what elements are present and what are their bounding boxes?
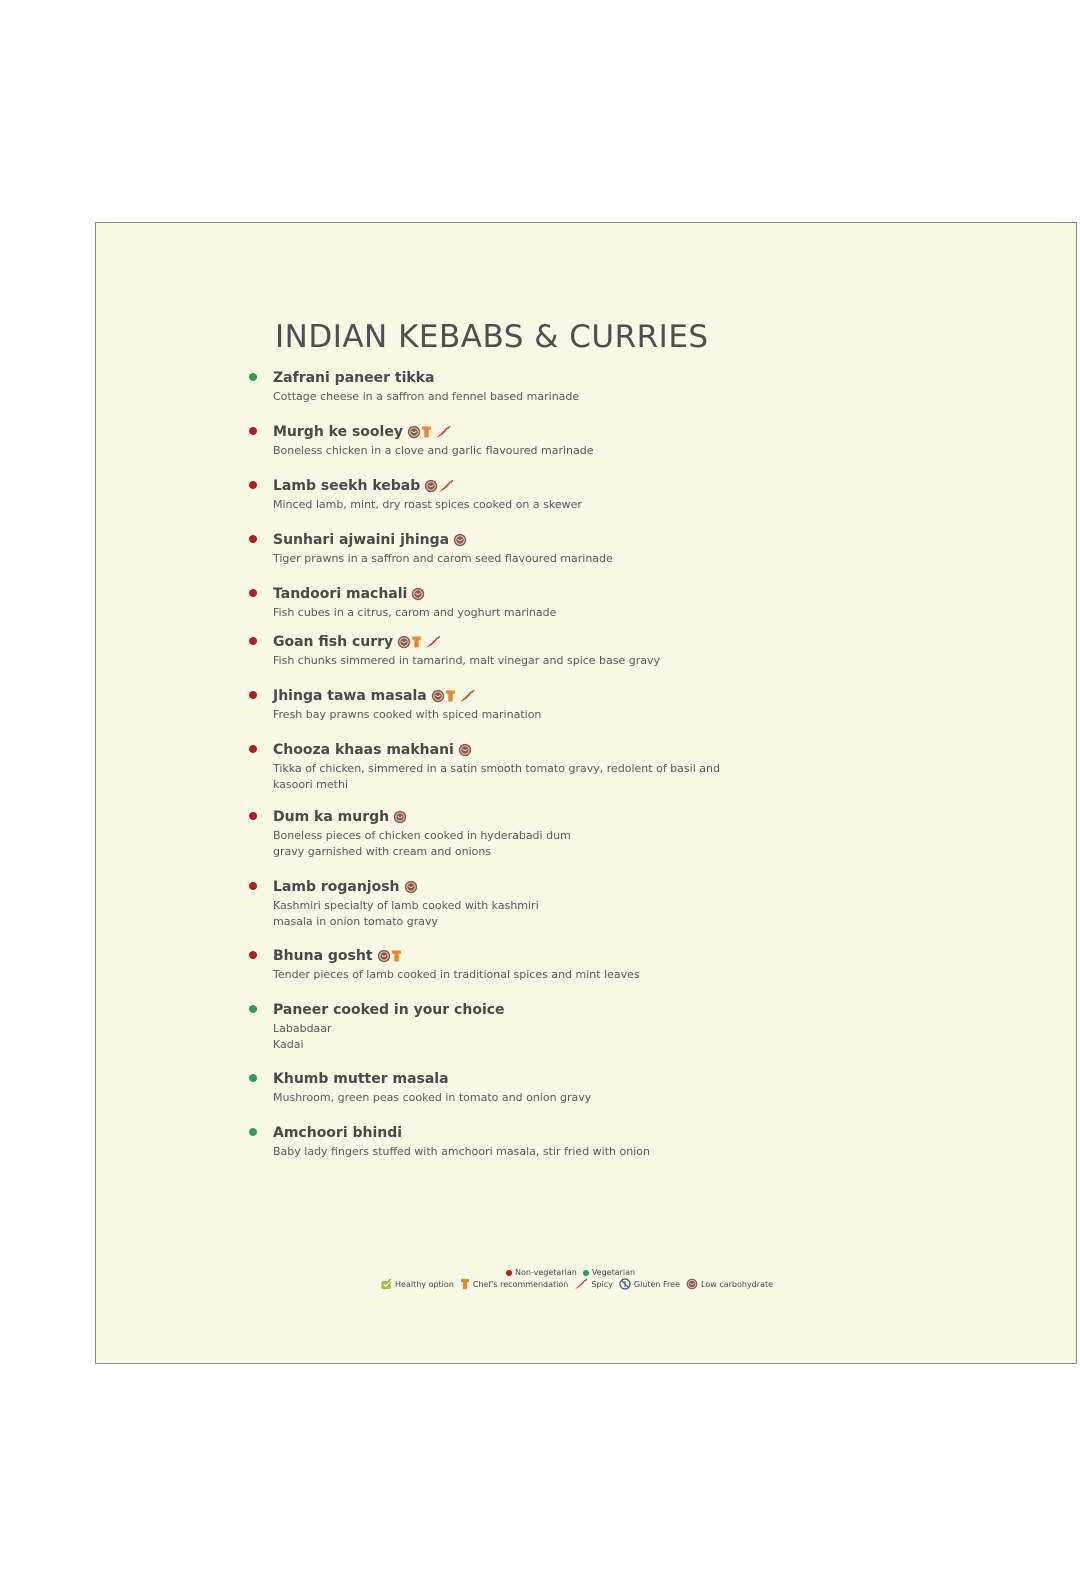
menu-item-description <box>273 707 541 723</box>
description-line: Boneless chicken in a clove and garlic flavoured marinade <box>273 444 594 457</box>
non-veg-dot-icon <box>506 1270 512 1276</box>
menu-item-description <box>273 605 556 621</box>
legend-gluten-free-label: Gluten Free <box>633 1279 681 1289</box>
spicy-icon <box>574 1278 588 1290</box>
legend-chef <box>460 1278 569 1290</box>
chef-recommendation-icon <box>445 689 459 703</box>
veg-dot-icon <box>249 1005 257 1013</box>
veg-dot-icon <box>249 1128 257 1136</box>
menu-item-title: Goan fish curry <box>273 634 394 650</box>
menu-item-description <box>273 443 594 459</box>
description-line: Lababdaar <box>273 1022 332 1035</box>
description-line: Kashmiri specialty of lamb cooked with kashmiri <box>273 899 539 912</box>
non-veg-dot-icon <box>249 637 257 645</box>
legend-low-carb-label: Low carbohydrate <box>701 1279 774 1289</box>
low-carb-icon <box>431 689 445 703</box>
menu-item-title: Zafrani paneer tikka <box>273 370 435 386</box>
legend-gluten-free <box>619 1278 680 1290</box>
menu-item-description <box>273 1090 591 1106</box>
non-veg-dot-icon <box>249 812 257 820</box>
menu-item-name <box>273 370 438 386</box>
menu-item-title: Lamb seekh kebab <box>273 478 421 494</box>
description-line: Mushroom, green peas cooked in tomato and onion gravy <box>273 1091 592 1104</box>
menu-item-name <box>273 688 473 704</box>
menu-item-title: Sunhari ajwaini jhinga <box>273 532 450 548</box>
description-line: kasoori methi <box>273 778 349 791</box>
spicy-icon <box>435 425 449 439</box>
non-veg-dot-icon <box>249 882 257 890</box>
menu-item-name <box>273 586 425 602</box>
menu-item-title: Khumb mutter masala <box>273 1071 449 1087</box>
legend-spicy <box>574 1278 613 1290</box>
veg-dot-icon <box>583 1270 589 1276</box>
low-carb-icon <box>397 635 411 649</box>
description-line: Fresh bay prawns cooked with spiced marination <box>273 708 542 721</box>
description-line: Kadai <box>273 1038 304 1051</box>
menu-item-name <box>273 948 405 964</box>
legend-healthy <box>381 1279 454 1290</box>
description-line: Tender pieces of lamb cooked in traditional spices and mint leaves <box>273 968 640 981</box>
legend-chef-label: Chef's recommendation <box>472 1279 569 1289</box>
menu-item-name <box>273 634 439 650</box>
menu-item-title: Bhuna gosht <box>273 948 373 964</box>
gluten-free-icon <box>619 1278 631 1290</box>
menu-item-title: Jhinga tawa masala <box>273 688 427 704</box>
menu-item-name <box>273 424 449 440</box>
veg-dot-icon <box>249 1074 257 1082</box>
chef-recommendation-icon <box>411 635 425 649</box>
description-line: masala in onion tomato gravy <box>273 915 439 928</box>
spicy-icon <box>459 689 473 703</box>
menu-item-name <box>273 742 472 758</box>
description-line: Tiger prawns in a saffron and carom seed flavoured marinade <box>273 552 613 565</box>
low-carb-icon <box>407 425 421 439</box>
low-carb-icon <box>686 1278 698 1290</box>
non-veg-dot-icon <box>249 427 257 435</box>
menu-item-title: Lamb roganjosh <box>273 879 400 895</box>
menu-item-description <box>273 1144 650 1160</box>
chef-recommendation-icon <box>391 949 405 963</box>
non-veg-dot-icon <box>249 481 257 489</box>
healthy-option-icon <box>381 1279 392 1290</box>
description-line: Tikka of chicken, simmered in a satin smooth tomato gravy, redolent of basil and <box>273 762 720 775</box>
menu-item-name <box>273 879 418 895</box>
spicy-icon <box>425 635 439 649</box>
non-veg-dot-icon <box>249 745 257 753</box>
menu-item-title: Murgh ke sooley <box>273 424 403 440</box>
menu-item-title: Paneer cooked in your choice <box>273 1002 505 1018</box>
menu-item-description <box>273 1021 332 1053</box>
description-line: Cottage cheese in a saffron and fennel based marinade <box>273 390 580 403</box>
menu-item-description <box>273 551 613 567</box>
menu-item-description <box>273 653 660 669</box>
non-veg-dot-icon <box>249 951 257 959</box>
menu-item-description <box>273 828 571 860</box>
legend-healthy-label: Healthy option <box>395 1279 454 1289</box>
menu-item-name <box>273 809 407 825</box>
menu-item-description <box>273 761 720 793</box>
legend-non-veg-label: Non-vegetarian <box>515 1268 577 1277</box>
veg-dot-icon <box>249 373 257 381</box>
menu-item-description <box>273 898 539 930</box>
menu-item-description <box>273 497 582 513</box>
non-veg-dot-icon <box>249 589 257 597</box>
legend-veg <box>583 1268 635 1277</box>
legend-low-carb <box>686 1278 773 1290</box>
legend-spicy-label: Spicy <box>591 1279 613 1289</box>
non-veg-dot-icon <box>249 691 257 699</box>
menu-item-title: Chooza khaas makhani <box>273 742 454 758</box>
low-carb-icon <box>453 533 467 547</box>
chef-recommendation-icon <box>421 425 435 439</box>
description-line: Minced lamb, mint, dry roast spices cooked on a skewer <box>273 498 582 511</box>
menu-title: INDIAN KEBABS & CURRIES <box>275 319 709 355</box>
menu-item-name <box>273 478 452 494</box>
low-carb-icon <box>393 810 407 824</box>
menu-item-title: Tandoori machali <box>273 586 408 602</box>
menu-item-name <box>273 1002 509 1018</box>
description-line: Fish cubes in a citrus, carom and yoghurt marinade <box>273 606 557 619</box>
legend <box>381 1268 801 1298</box>
menu-item-name <box>273 1071 453 1087</box>
low-carb-icon <box>377 949 391 963</box>
menu-card <box>95 222 1077 1364</box>
legend-veg-label: Vegetarian <box>591 1268 636 1277</box>
legend-non-veg <box>506 1268 577 1277</box>
menu-item-name <box>273 1125 406 1141</box>
spicy-icon <box>438 479 452 493</box>
description-line: Fish chunks simmered in tamarind, malt vinegar and spice base gravy <box>273 654 661 667</box>
low-carb-icon <box>424 479 438 493</box>
low-carb-icon <box>404 880 418 894</box>
menu-item-title: Amchoori bhindi <box>273 1125 403 1141</box>
description-line: gravy garnished with cream and onions <box>273 845 492 858</box>
description-line: Baby lady fingers stuffed with amchoori masala, stir fried with onion <box>273 1145 650 1158</box>
menu-item-title: Dum ka murgh <box>273 809 390 825</box>
low-carb-icon <box>411 587 425 601</box>
low-carb-icon <box>458 743 472 757</box>
non-veg-dot-icon <box>249 535 257 543</box>
menu-item-description <box>273 967 640 983</box>
description-line: Boneless pieces of chicken cooked in hyderabadi dum <box>273 829 571 842</box>
menu-item-description <box>273 389 579 405</box>
menu-item-name <box>273 532 467 548</box>
chef-recommendation-icon <box>460 1278 470 1290</box>
